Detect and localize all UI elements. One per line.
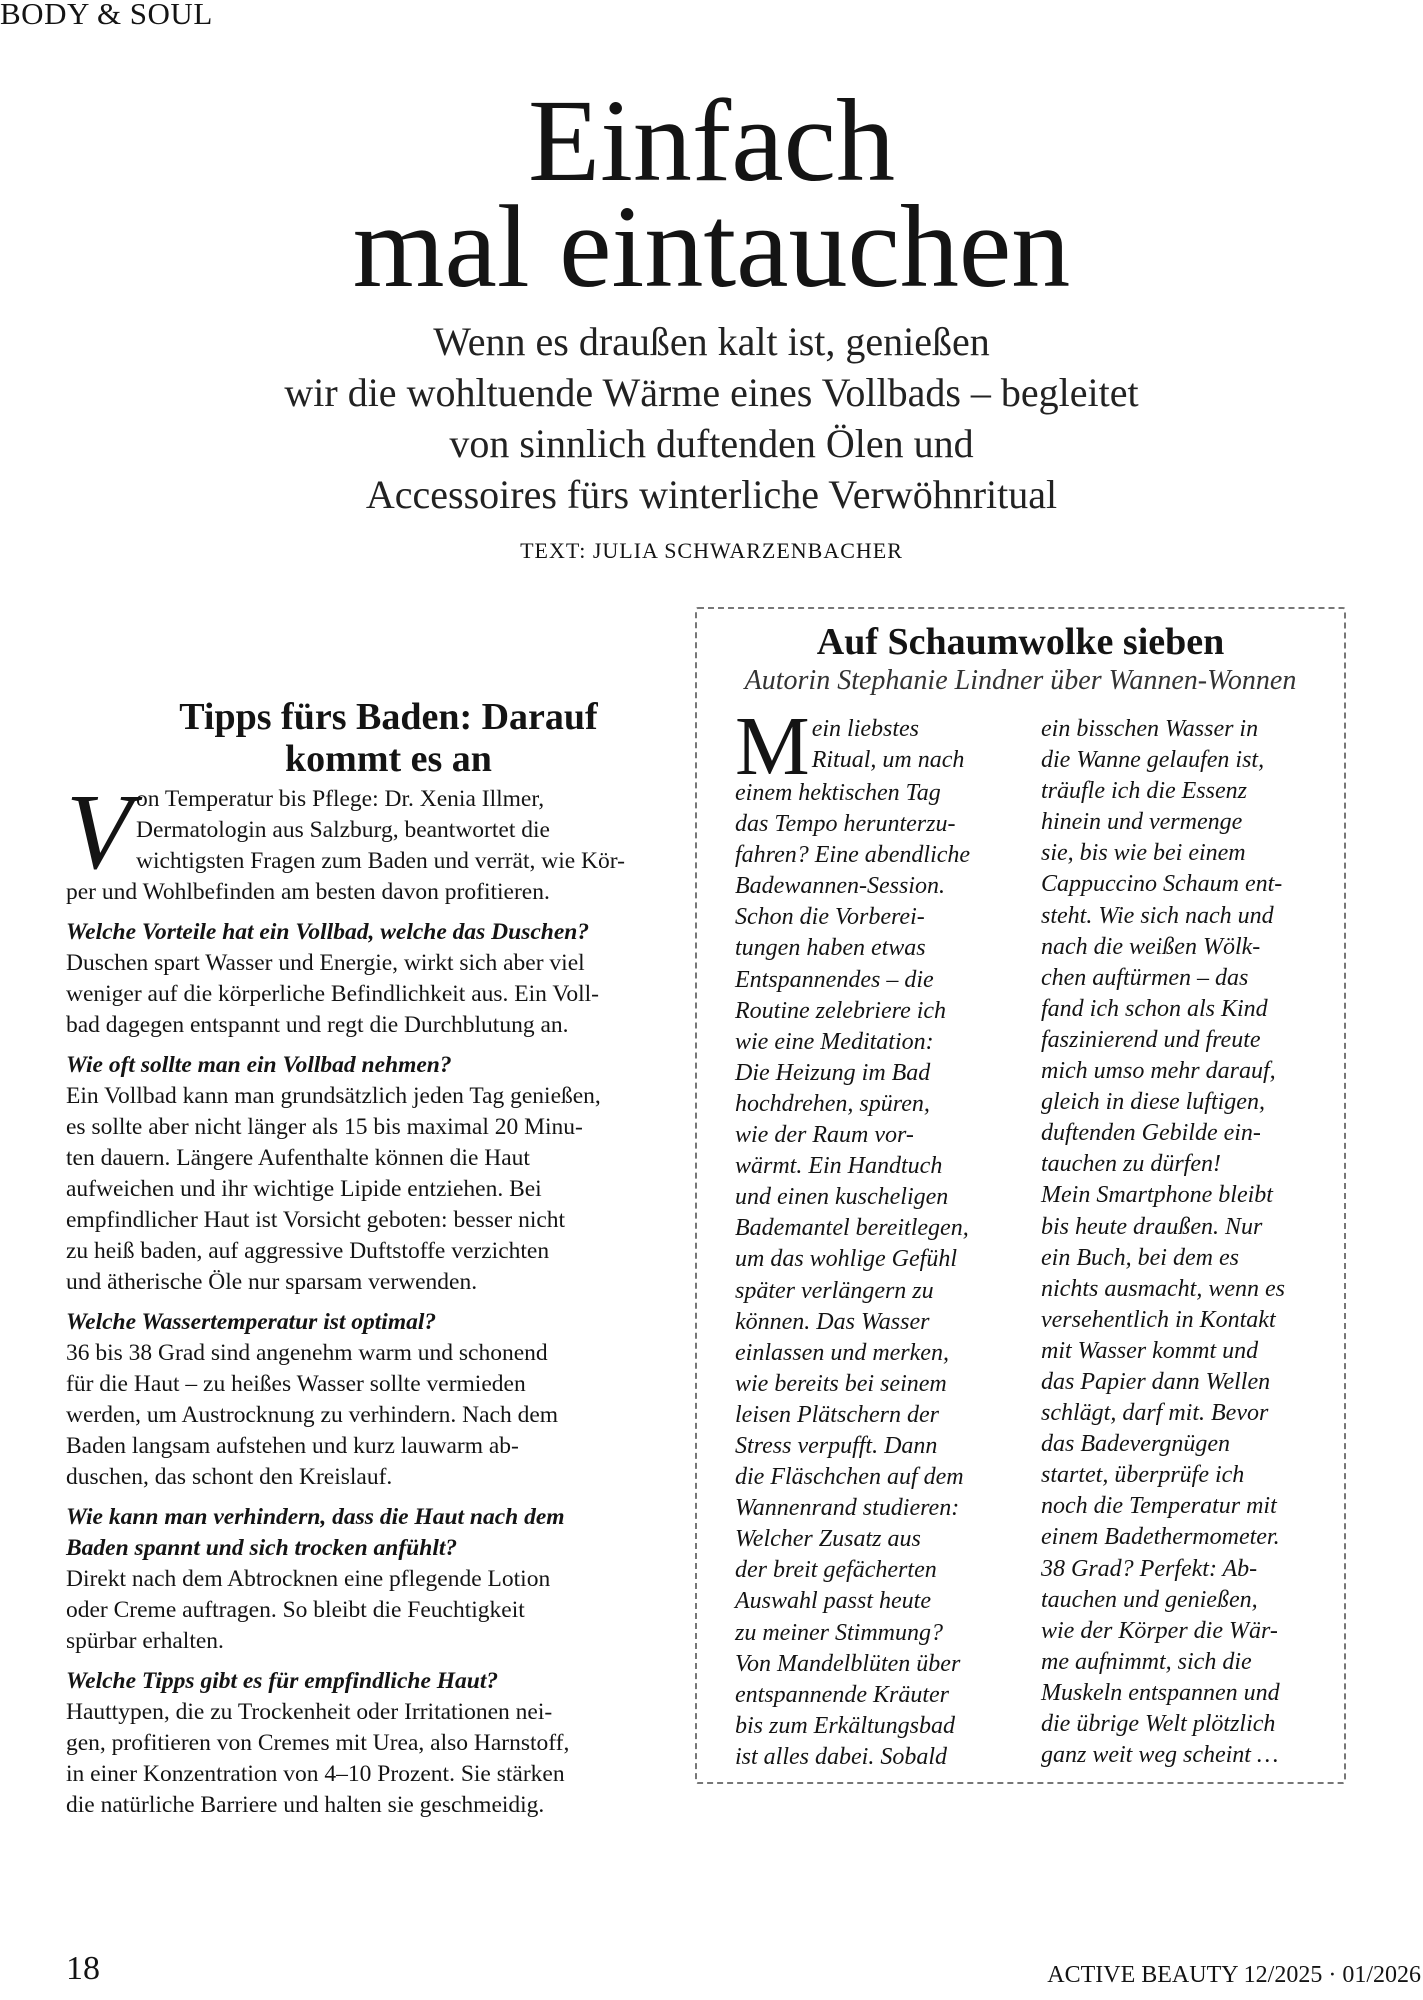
drop-cap: M	[735, 700, 810, 793]
title-line: Einfach	[528, 75, 895, 206]
text-line: faszinierend und freute	[1041, 1026, 1261, 1053]
text-line: für die Haut – zu heißes Wasser sollte vermieden	[66, 1371, 526, 1397]
qa-item	[66, 917, 671, 1041]
box-subtitle: Autorin Stephanie Lindner über Wannen-Wonnen	[744, 665, 1297, 696]
tips-heading	[106, 696, 671, 780]
text-line: Hauttypen, die zu Trockenheit oder Irritationen nei-	[66, 1699, 553, 1725]
text-line: zu heiß baden, auf aggressive Duftstoffe verzichten	[66, 1238, 550, 1264]
text-line: wie eine Meditation:	[735, 1028, 934, 1055]
text-line: Welche Vorteile hat ein Vollbad, welche das Duschen?	[66, 919, 590, 945]
page-number: 18	[66, 1950, 100, 1987]
intro-text	[0, 316, 1423, 520]
text-line: Die Heizung im Bad	[735, 1059, 931, 1086]
text-line: mich umso mehr darauf,	[1041, 1058, 1276, 1085]
text-line: steht. Wie sich nach und	[1041, 902, 1274, 929]
text-line: ein bisschen Wasser in	[1041, 716, 1259, 742]
text-line: Welche Wassertemperatur ist optimal?	[66, 1309, 437, 1335]
text-line: wie der Körper die Wär-	[1041, 1617, 1278, 1644]
text-line: duftenden Gebilde ein-	[1041, 1120, 1261, 1147]
text-line: fand ich schon als Kind	[1041, 995, 1268, 1022]
text-line: on Temperatur bis Pflege: Dr. Xenia Illmer,	[135, 786, 545, 812]
text-line: bis zum Erkältungsbad	[735, 1712, 956, 1739]
text-line: hochdrehen, spüren,	[735, 1090, 930, 1117]
text-line: ein liebstes	[811, 716, 920, 742]
text-line: und einen kuscheligen	[735, 1184, 949, 1211]
text-line: Baden spannt und sich trocken anfühlt?	[66, 1535, 458, 1561]
text-line: entspannende Kräuter	[735, 1681, 949, 1708]
box-column-1	[735, 700, 971, 1773]
text-line: Routine zelebriere ich	[735, 997, 947, 1024]
title-line: mal eintauchen	[352, 181, 1071, 312]
text-line: wärmt. Ein Handtuch	[735, 1153, 943, 1180]
text-line: Ritual, um nach	[811, 747, 965, 774]
text-line: wichtigsten Fragen zum Baden und verrät, wie Kör-	[135, 848, 625, 874]
text-line: aufweichen und ihr wichtige Lipide entziehen. Bei	[66, 1176, 542, 1202]
text-line: tauchen zu dürfen!	[1041, 1151, 1221, 1178]
text-line: Accessoires fürs winterliche Verwöhnritual	[365, 472, 1058, 517]
text-line: bis heute draußen. Nur	[1041, 1213, 1263, 1240]
text-line: träufle ich die Essenz	[1041, 778, 1247, 805]
text-line: noch die Temperatur mit	[1041, 1493, 1277, 1520]
text-line: in einer Konzentration von 4–10 Prozent. Sie stärken	[66, 1761, 565, 1787]
byline: TEXT: JULIA SCHWARZENBACHER	[520, 538, 903, 563]
qa-item	[66, 1307, 671, 1493]
text-line: fahren? Eine abendliche	[735, 842, 971, 869]
text-line: 36 bis 38 Grad sind angenehm warm und schonend	[66, 1340, 548, 1366]
text-line: es sollte aber nicht länger als 15 bis maximal 20 Minu-	[66, 1114, 583, 1140]
text-line: Entspannendes – die	[735, 966, 934, 993]
text-line: Wannenrand studieren:	[735, 1495, 960, 1522]
text-line: zu meiner Stimmung?	[735, 1619, 943, 1646]
text-line: Baden langsam aufstehen und kurz lauwarm ab-	[66, 1433, 519, 1459]
text-line: Bademantel bereitlegen,	[735, 1215, 969, 1242]
text-line: Schon die Vorberei-	[735, 904, 925, 931]
qa-item	[66, 1502, 671, 1657]
text-line: hinein und vermenge	[1041, 809, 1243, 836]
text-line: leisen Plätschern der	[735, 1401, 939, 1428]
text-line: werden, um Austrocknung zu verhindern. Nach dem	[66, 1402, 559, 1428]
text-line: empfindlicher Haut ist Vorsicht geboten: besser nicht	[66, 1207, 566, 1233]
text-line: Dermatologin aus Salzburg, beantwortet die	[135, 817, 550, 843]
issue-label: ACTIVE BEAUTY 12/2025 · 01/2026	[1047, 1962, 1421, 1988]
text-line: das Badevergnügen	[1041, 1431, 1231, 1458]
text-line: schlägt, darf mit. Bevor	[1041, 1400, 1269, 1427]
qa-item	[66, 1050, 671, 1298]
text-line: Wie oft sollte man ein Vollbad nehmen?	[66, 1052, 452, 1078]
text-line: ein Buch, bei dem es	[1041, 1244, 1239, 1271]
lead-lines	[66, 773, 671, 908]
text-line: gleich in diese luftigen,	[1041, 1089, 1265, 1116]
article-title	[0, 75, 1423, 312]
text-line: später verlängern zu	[735, 1277, 934, 1304]
text-line: die übrige Welt plötzlich	[1041, 1711, 1276, 1737]
text-line: nach die weißen Wölk-	[1041, 933, 1261, 960]
text-line: Cappuccino Schaum ent-	[1041, 871, 1283, 898]
text-line: Welche Tipps gibt es für empfindliche Haut?	[66, 1668, 499, 1694]
text-line: sie, bis wie bei einem	[1041, 840, 1246, 867]
text-line: die Wanne gelaufen ist,	[1041, 747, 1265, 774]
text-line: Stress verpufft. Dann	[735, 1432, 938, 1459]
text-line: ganz weit weg scheint …	[1041, 1742, 1279, 1769]
text-line: chen auftürmen – das	[1041, 964, 1249, 991]
text-line: ist alles dabei. Sobald	[735, 1743, 947, 1770]
text-line: Muskeln entspannen und	[1041, 1679, 1280, 1706]
section-label: BODY & SOUL	[0, 0, 213, 31]
text-line: Ein Vollbad kann man grundsätzlich jeden Tag genießen,	[66, 1083, 601, 1109]
text-line: und ätherische Öle nur sparsam verwenden.	[66, 1269, 478, 1295]
text-line: versehentlich in Kontakt	[1041, 1306, 1276, 1333]
text-line: können. Das Wasser	[735, 1308, 930, 1335]
text-line: das Tempo herunterzu-	[735, 811, 956, 838]
column-lines	[735, 778, 970, 1773]
tips-column	[66, 696, 671, 1821]
text-line: Badewannen-Session.	[735, 873, 945, 900]
text-line: Mein Smartphone bleibt	[1041, 1182, 1273, 1209]
text-line: wir die wohltuende Wärme eines Vollbads – begleitet	[284, 370, 1139, 415]
text-line: wie bereits bei seinem	[735, 1370, 947, 1397]
text-line: weniger auf die körperliche Befindlichkeit aus. Ein Voll-	[66, 981, 599, 1007]
text-line: 38 Grad? Perfekt: Ab-	[1041, 1555, 1258, 1582]
text-line: Direkt nach dem Abtrocknen eine pflegende Lotion	[66, 1566, 551, 1592]
text-line: per und Wohlbefinden am besten davon profitieren.	[66, 879, 550, 905]
text-line: gen, profitieren von Cremes mit Urea, also Harnstoff,	[66, 1730, 570, 1756]
text-line: tauchen und genießen,	[1041, 1586, 1258, 1613]
box-column-2	[1041, 714, 1285, 1771]
text-line: startet, überprüfe ich	[1041, 1462, 1245, 1489]
text-line: einem Badethermometer.	[1041, 1524, 1280, 1551]
text-line: der breit gefächerten	[735, 1557, 937, 1584]
text-line: die Fläschchen auf dem	[735, 1464, 964, 1491]
text-line: um das wohlige Gefühl	[735, 1246, 957, 1273]
qa-list	[66, 917, 671, 1821]
drop-cap: V	[66, 773, 132, 892]
text-line: spürbar erhalten.	[66, 1628, 224, 1654]
text-line: Von Mandelblüten über	[735, 1650, 961, 1677]
text-line: bad dagegen entspannt und regt die Durchblutung an.	[66, 1012, 569, 1038]
text-line: Duschen spart Wasser und Energie, wirkt sich aber viel	[66, 950, 585, 976]
box-title: Auf Schaumwolke sieben	[816, 621, 1225, 663]
text-line: Auswahl passt heute	[735, 1588, 931, 1615]
text-line: tungen haben etwas	[735, 935, 926, 962]
text-line: einem hektischen Tag	[735, 780, 941, 806]
text-line: die natürliche Barriere und halten sie geschmeidig.	[66, 1792, 545, 1818]
text-line: einlassen und merken,	[735, 1339, 949, 1366]
heading-line: Tipps fürs Baden: Darauf	[179, 696, 598, 738]
lead-paragraph	[66, 773, 671, 908]
qa-item	[66, 1666, 671, 1821]
text-line: das Papier dann Wellen	[1041, 1368, 1271, 1395]
text-line: wie der Raum vor-	[735, 1122, 914, 1149]
text-line: ten dauern. Längere Aufenthalte können die Haut	[66, 1145, 530, 1171]
text-line: Welcher Zusatz aus	[735, 1526, 921, 1553]
text-line: nichts ausmacht, wenn es	[1041, 1275, 1285, 1302]
text-line: duschen, das schont den Kreislauf.	[66, 1464, 393, 1490]
text-line: me aufnimmt, sich die	[1041, 1648, 1252, 1675]
text-line: von sinnlich duftenden Ölen und	[449, 421, 974, 466]
text-line: Wie kann man verhindern, dass die Haut nach dem	[66, 1504, 565, 1530]
text-line: Wenn es draußen kalt ist, genießen	[433, 319, 990, 364]
text-line: oder Creme auftragen. So bleibt die Feuchtigkeit	[66, 1597, 525, 1623]
sidebar-box	[695, 607, 1346, 1784]
heading-line: kommt es an	[285, 738, 492, 780]
text-line: mit Wasser kommt und	[1041, 1337, 1259, 1364]
